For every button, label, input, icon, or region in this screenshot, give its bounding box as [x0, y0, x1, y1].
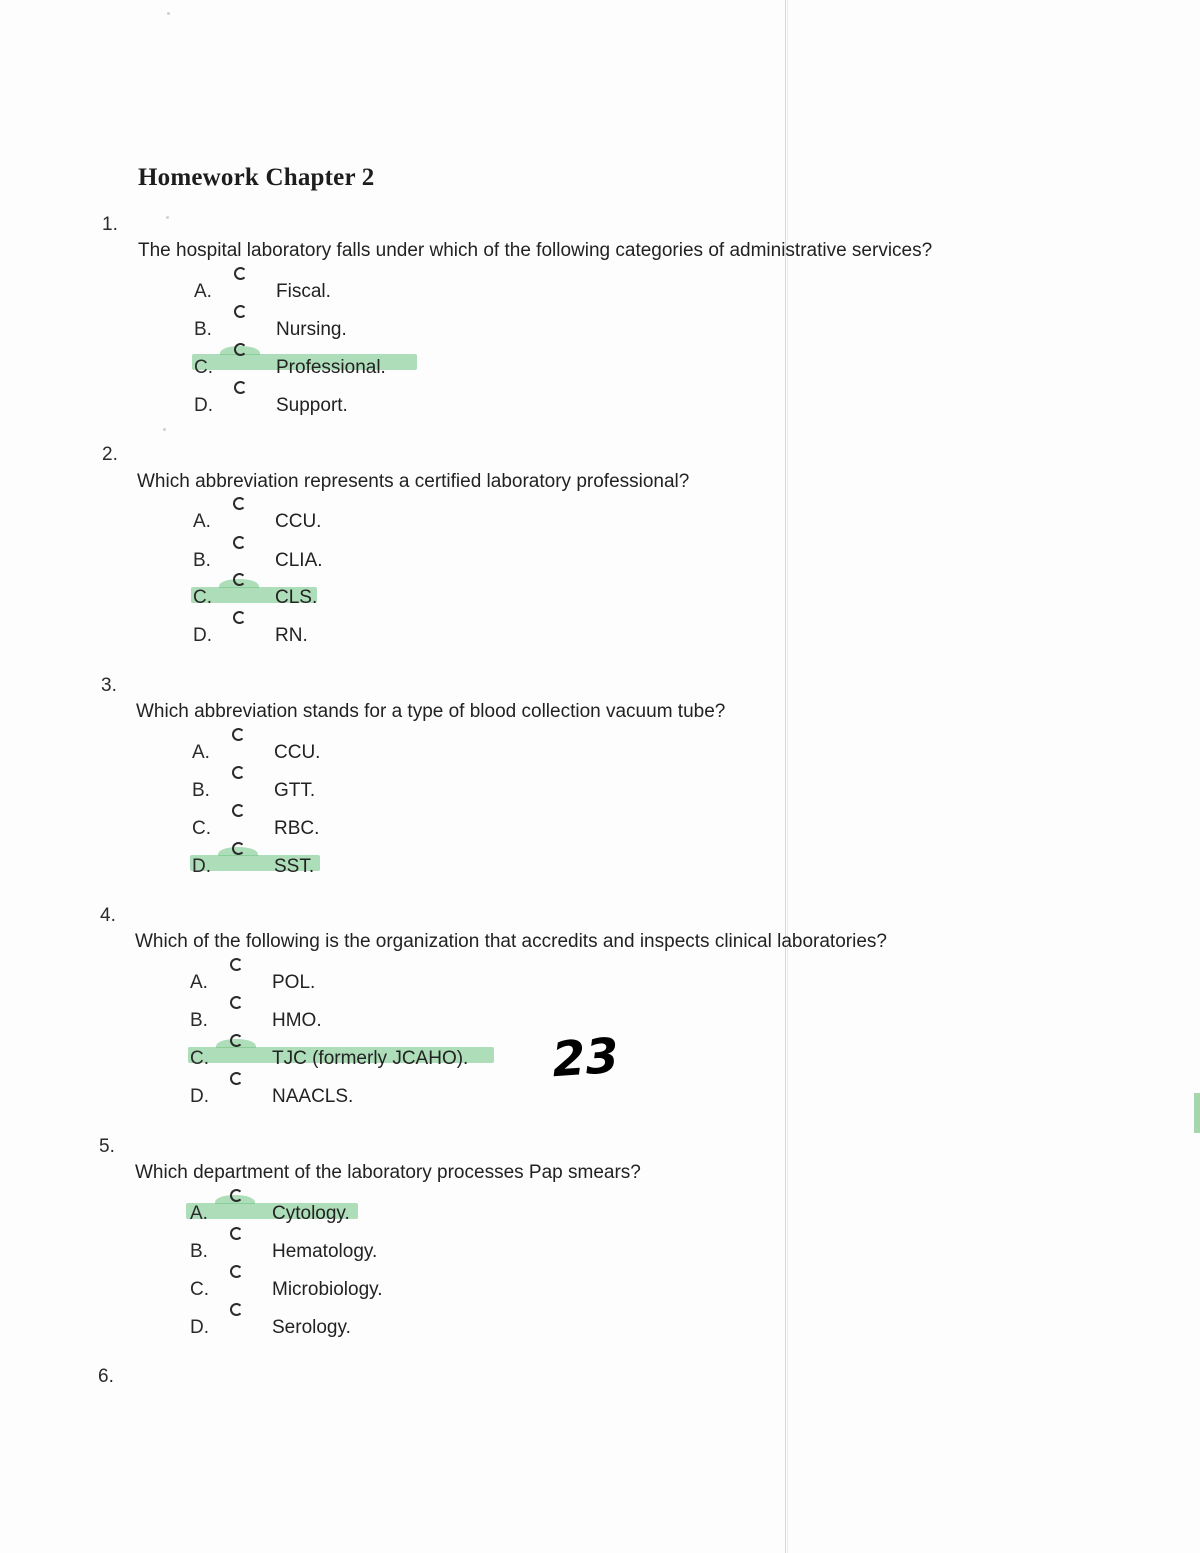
radio-button-icon[interactable]: [232, 842, 245, 855]
question-text: Which abbreviation stands for a type of blood collection vacuum tube?: [136, 701, 726, 722]
answer-option-selected[interactable]: [190, 1201, 510, 1227]
answer-option[interactable]: [192, 740, 512, 766]
scan-speck: [166, 216, 169, 219]
option-text: Professional.: [276, 357, 386, 378]
option-letter: B.: [190, 1010, 208, 1031]
question-number: 5.: [99, 1136, 115, 1157]
option-letter: A.: [190, 1203, 208, 1224]
radio-button-icon[interactable]: [234, 343, 247, 356]
option-letter: A.: [193, 511, 211, 532]
option-letter: C.: [192, 818, 211, 839]
question-number: 2.: [102, 444, 118, 465]
answer-option[interactable]: [190, 1239, 510, 1265]
answer-option[interactable]: [192, 778, 512, 804]
option-text: POL.: [272, 972, 316, 993]
answer-option[interactable]: [193, 509, 513, 535]
answer-option[interactable]: [190, 1084, 510, 1110]
answer-option[interactable]: [194, 393, 514, 419]
radio-button-icon[interactable]: [230, 1189, 243, 1202]
option-letter: C.: [190, 1048, 209, 1069]
option-letter: D.: [193, 625, 212, 646]
option-text: HMO.: [272, 1010, 322, 1031]
radio-button-icon[interactable]: [230, 996, 243, 1009]
option-text: NAACLS.: [272, 1086, 354, 1107]
option-text: TJC (formerly JCAHO).: [272, 1048, 469, 1069]
option-text: Cytology.: [272, 1203, 350, 1224]
answer-option[interactable]: [193, 623, 513, 649]
answer-option[interactable]: [192, 816, 512, 842]
option-letter: D.: [192, 856, 211, 877]
question-text: The hospital laboratory falls under which of the following categories of administrative services?: [138, 240, 933, 261]
question-text: Which department of the laboratory processes Pap smears?: [135, 1162, 641, 1183]
option-text: RN.: [275, 625, 308, 646]
radio-button-icon[interactable]: [232, 766, 245, 779]
option-letter: B.: [190, 1241, 208, 1262]
option-text: CCU.: [275, 511, 322, 532]
scan-speck: [167, 12, 170, 15]
question-number: 1.: [102, 214, 118, 235]
question-text: Which of the following is the organization that accredits and inspects clinical laboratories?: [135, 931, 887, 952]
option-text: Microbiology.: [272, 1279, 383, 1300]
option-letter: D.: [190, 1086, 209, 1107]
answer-option[interactable]: [190, 1315, 510, 1341]
option-letter: D.: [190, 1317, 209, 1338]
scan-artifact-line: [787, 0, 788, 1553]
option-text: Fiscal.: [276, 281, 331, 302]
radio-button-icon[interactable]: [232, 728, 245, 741]
edge-highlight-mark: [1194, 1093, 1200, 1133]
option-letter: A.: [190, 972, 208, 993]
question-number: 3.: [101, 675, 117, 696]
option-letter: A.: [192, 742, 210, 763]
option-text: Support.: [276, 395, 348, 416]
option-text: SST.: [274, 856, 315, 877]
option-letter: B.: [194, 319, 212, 340]
option-text: RBC.: [274, 818, 320, 839]
option-text: Nursing.: [276, 319, 347, 340]
option-letter: C.: [193, 587, 212, 608]
option-text: Hematology.: [272, 1241, 378, 1262]
page-title: Homework Chapter 2: [138, 164, 375, 191]
radio-button-icon[interactable]: [234, 267, 247, 280]
question-number: 4.: [100, 905, 116, 926]
handwritten-score-text: 23: [550, 1027, 621, 1089]
radio-button-icon[interactable]: [233, 611, 246, 624]
option-letter: C.: [190, 1279, 209, 1300]
scan-artifact-line: [785, 0, 786, 1553]
answer-option-selected[interactable]: [192, 854, 512, 880]
answer-option-selected[interactable]: [194, 355, 514, 381]
radio-button-icon[interactable]: [230, 1265, 243, 1278]
radio-button-icon[interactable]: [233, 573, 246, 586]
handwritten-score: [550, 1027, 652, 1090]
radio-button-icon[interactable]: [230, 1034, 243, 1047]
option-letter: A.: [194, 281, 212, 302]
answer-option[interactable]: [190, 970, 510, 996]
radio-button-icon[interactable]: [230, 1227, 243, 1240]
radio-button-icon[interactable]: [230, 958, 243, 971]
answer-option-selected[interactable]: [190, 1046, 510, 1072]
option-text: CLIA.: [275, 550, 323, 571]
question-text: Which abbreviation represents a certified laboratory professional?: [137, 471, 690, 492]
option-text: CCU.: [274, 742, 321, 763]
option-text: GTT.: [274, 780, 316, 801]
radio-button-icon[interactable]: [234, 381, 247, 394]
question-number: 6.: [98, 1366, 114, 1387]
answer-option[interactable]: [194, 317, 514, 343]
option-text: CLS.: [275, 587, 318, 608]
answer-option[interactable]: [193, 548, 513, 574]
option-letter: D.: [194, 395, 213, 416]
radio-button-icon[interactable]: [230, 1072, 243, 1085]
answer-option[interactable]: [190, 1277, 510, 1303]
option-letter: C.: [194, 357, 213, 378]
answer-option-selected[interactable]: [193, 585, 513, 611]
radio-button-icon[interactable]: [233, 536, 246, 549]
radio-button-icon[interactable]: [232, 804, 245, 817]
answer-option[interactable]: [194, 279, 514, 305]
scan-speck: [163, 428, 166, 431]
radio-button-icon[interactable]: [233, 497, 246, 510]
answer-option[interactable]: [190, 1008, 510, 1034]
option-letter: B.: [193, 550, 211, 571]
radio-button-icon[interactable]: [230, 1303, 243, 1316]
radio-button-icon[interactable]: [234, 305, 247, 318]
option-text: Serology.: [272, 1317, 351, 1338]
option-letter: B.: [192, 780, 210, 801]
